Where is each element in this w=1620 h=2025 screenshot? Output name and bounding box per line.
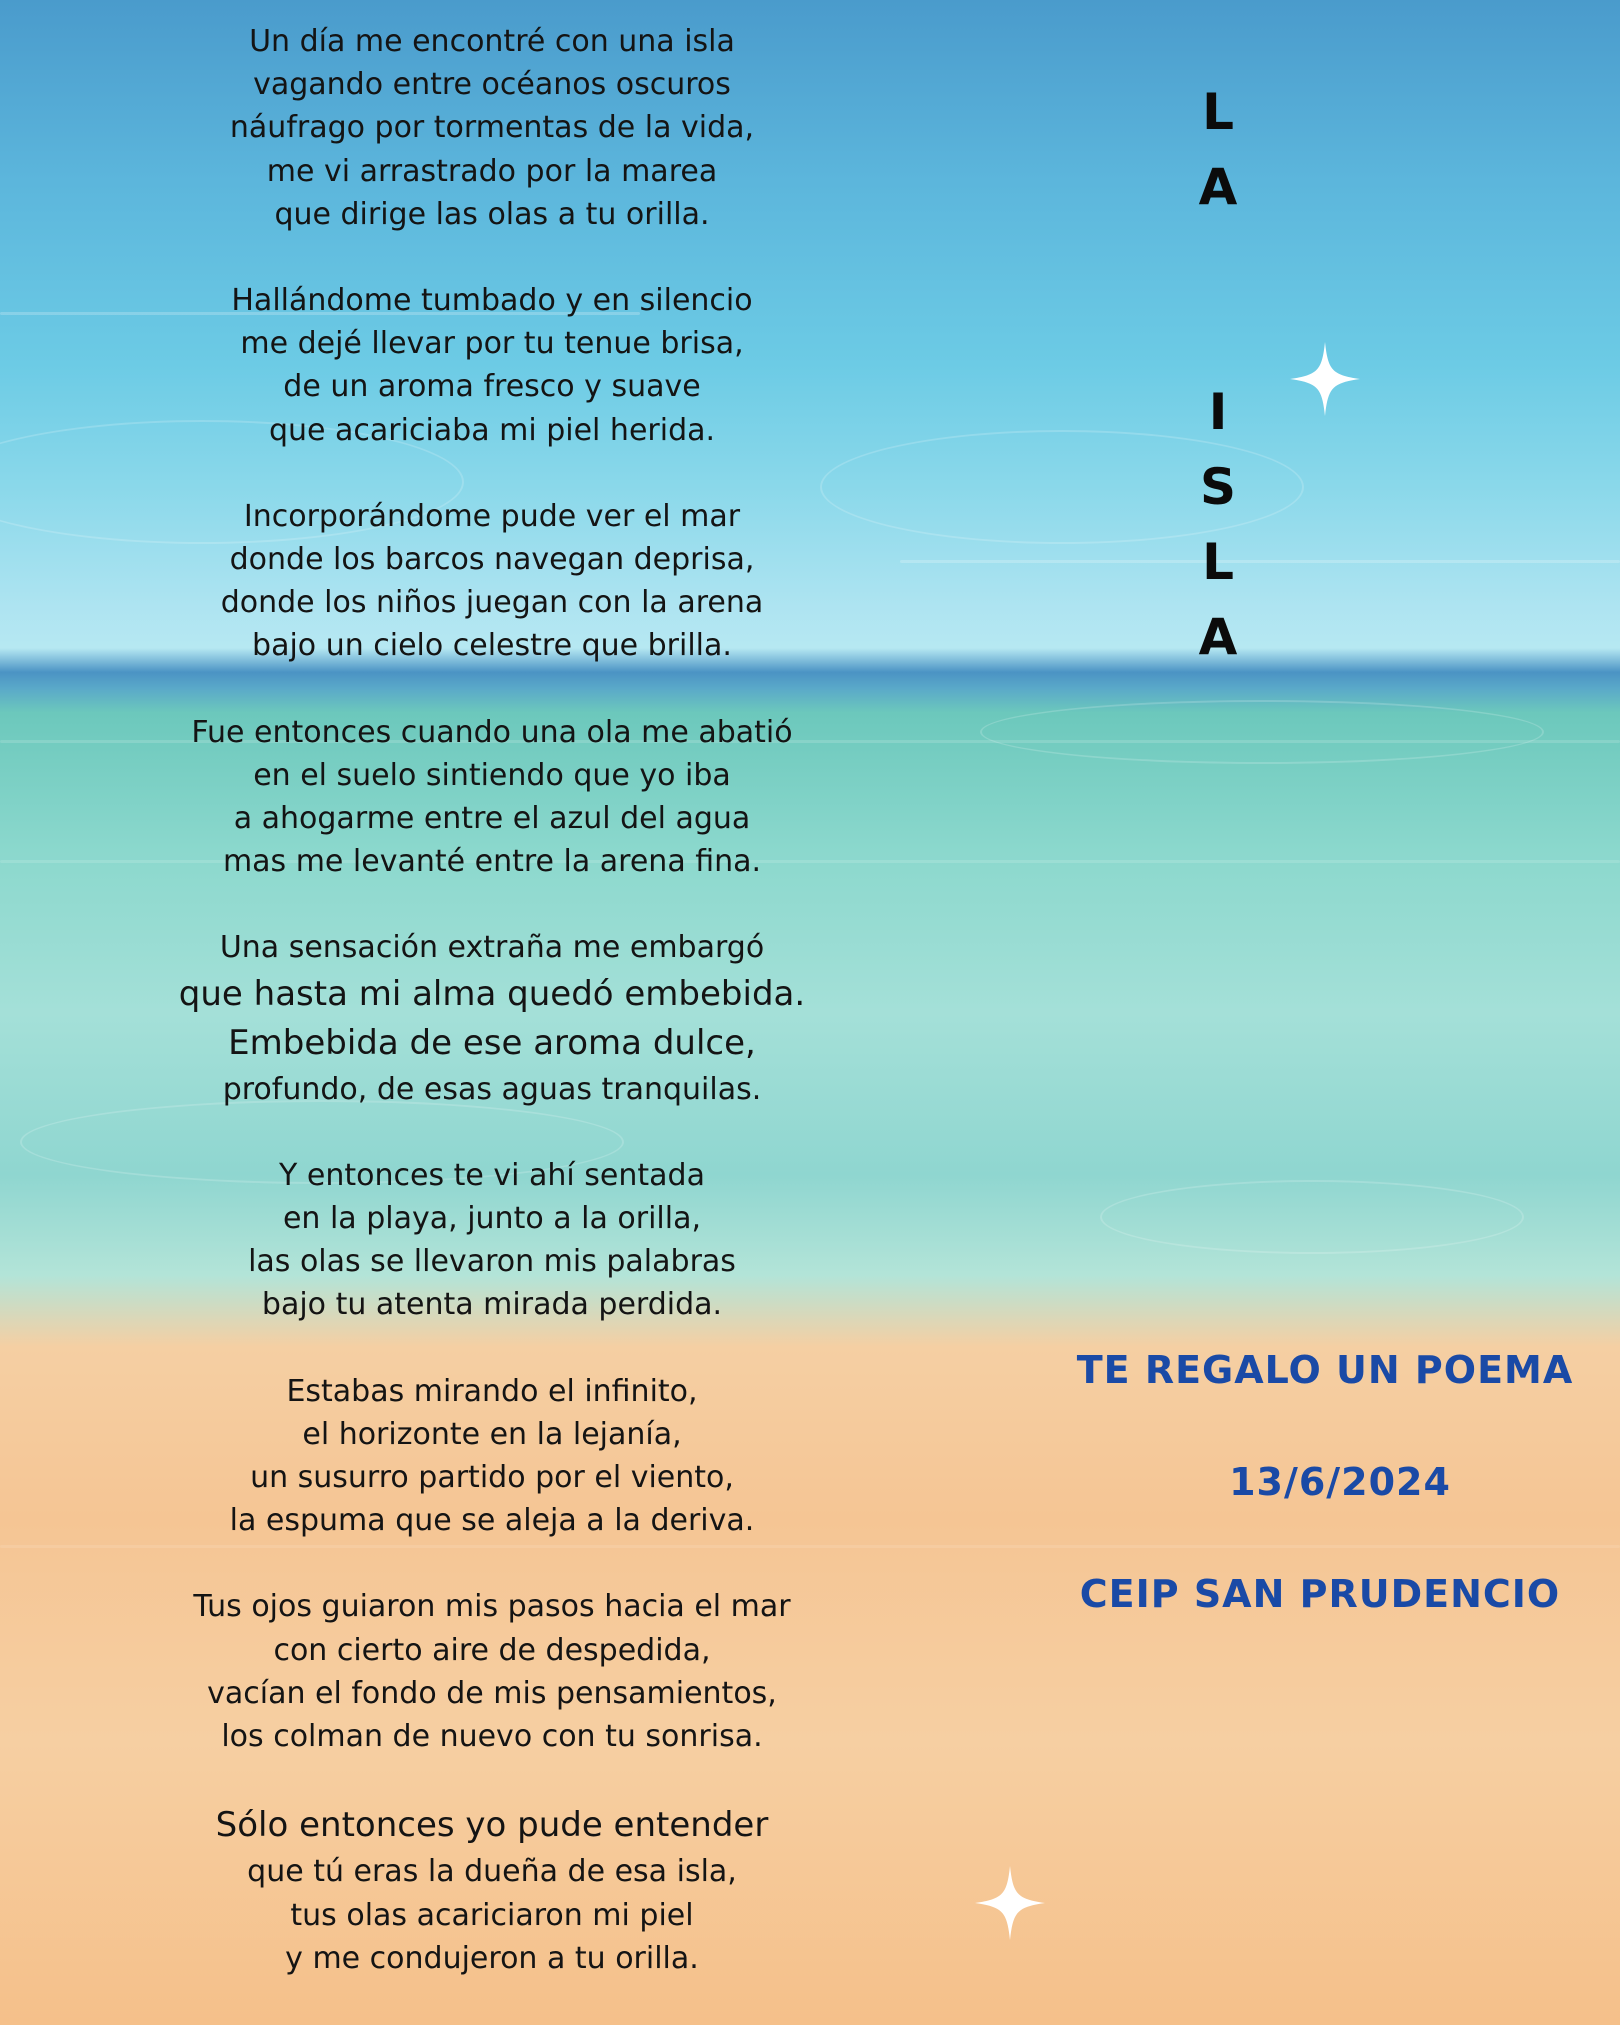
poem-line: vacían el fondo de mis pensamientos, bbox=[207, 1675, 777, 1711]
title-letter: A bbox=[1198, 608, 1238, 666]
title-letter: I bbox=[1208, 383, 1228, 441]
poem-line: en el suelo sintiendo que yo iba bbox=[253, 757, 731, 793]
poem-line: Estabas mirando el infinito, bbox=[286, 1373, 698, 1409]
poem-line: y me condujeron a tu orilla. bbox=[285, 1940, 699, 1976]
stanza bbox=[142, 1801, 842, 1980]
poem-text bbox=[142, 20, 842, 2023]
title-gap bbox=[1170, 225, 1266, 375]
sparkle-icon bbox=[975, 1866, 1045, 1940]
poem-line: Incorporándome pude ver el mar bbox=[243, 498, 741, 534]
water-ripple bbox=[980, 700, 1544, 764]
poem-line: que hasta mi alma quedó embebida. bbox=[178, 973, 806, 1014]
school-name: CEIP SAN PRUDENCIO bbox=[1079, 1572, 1561, 1616]
poem-line: Embebida de ese aroma dulce, bbox=[228, 1022, 756, 1063]
poem-line: Y entonces te vi ahí sentada bbox=[279, 1157, 705, 1193]
stanza bbox=[142, 1585, 842, 1758]
water-ripple bbox=[1100, 1180, 1524, 1254]
poem-title-vertical bbox=[1170, 75, 1266, 675]
title-letter: S bbox=[1199, 458, 1236, 516]
poem-line: me vi arrastrado por la marea bbox=[266, 153, 718, 189]
event-name: TE REGALO UN POEMA bbox=[1076, 1348, 1574, 1392]
poem-line: que dirige las olas a tu orilla. bbox=[274, 196, 710, 232]
poem-line: donde los niños juegan con la arena bbox=[220, 585, 764, 621]
poem-line: Sólo entonces yo pude entender bbox=[215, 1805, 769, 1846]
poem-line: Una sensación extraña me embargó bbox=[219, 930, 765, 966]
stanza bbox=[142, 926, 842, 1110]
poem-line: que tú eras la dueña de esa isla, bbox=[247, 1854, 737, 1890]
poem-line: mas me levanté entre la arena fina. bbox=[222, 844, 762, 880]
poem-line: profundo, de esas aguas tranquilas. bbox=[222, 1071, 762, 1107]
poem-line: un susurro partido por el viento, bbox=[250, 1460, 734, 1496]
poem-line: Tus ojos guiaron mis pasos hacia el mar bbox=[193, 1589, 791, 1625]
poem-line: me dejé llevar por tu tenue brisa, bbox=[240, 326, 744, 362]
poem-line: los colman de nuevo con tu sonrisa. bbox=[221, 1719, 763, 1755]
poem-line: que acariciaba mi piel herida. bbox=[268, 412, 716, 448]
stanza bbox=[142, 495, 842, 668]
poem-line: las olas se llevaron mis palabras bbox=[248, 1244, 736, 1280]
poem-line: a ahogarme entre el azul del agua bbox=[233, 801, 751, 837]
poem-line: en la playa, junto a la orilla, bbox=[282, 1201, 702, 1237]
poem-line: tus olas acariciaron mi piel bbox=[290, 1897, 694, 1933]
stanza bbox=[142, 1370, 842, 1543]
stanza bbox=[142, 279, 842, 452]
poem-line: Fue entonces cuando una ola me abatió bbox=[191, 714, 793, 750]
poem-line: Un día me encontré con una isla bbox=[249, 24, 735, 59]
poem-line: de un aroma fresco y suave bbox=[283, 369, 701, 405]
title-letter: A bbox=[1198, 158, 1238, 216]
poem-line: el horizonte en la lejanía, bbox=[302, 1416, 682, 1452]
event-date: 13/6/2024 bbox=[1229, 1460, 1451, 1504]
poem-line: vagando entre océanos oscuros bbox=[253, 67, 731, 103]
poem-line: Hallándome tumbado y en silencio bbox=[231, 283, 753, 319]
poem-line: con cierto aire de despedida, bbox=[273, 1632, 711, 1668]
poem-line: la espuma que se aleja a la deriva. bbox=[229, 1503, 755, 1539]
stanza bbox=[142, 711, 842, 884]
stanza bbox=[142, 20, 842, 236]
title-letter: L bbox=[1202, 533, 1234, 591]
poem-line: bajo un cielo celestre que brilla. bbox=[252, 628, 732, 664]
stanza bbox=[142, 1154, 842, 1327]
poem-line: náufrago por tormentas de la vida, bbox=[229, 110, 755, 146]
title-letter: L bbox=[1202, 83, 1234, 141]
poem-line: donde los barcos navegan deprisa, bbox=[229, 542, 755, 578]
sparkle-icon bbox=[1290, 342, 1360, 416]
poem-line: bajo tu atenta mirada perdida. bbox=[261, 1287, 723, 1323]
